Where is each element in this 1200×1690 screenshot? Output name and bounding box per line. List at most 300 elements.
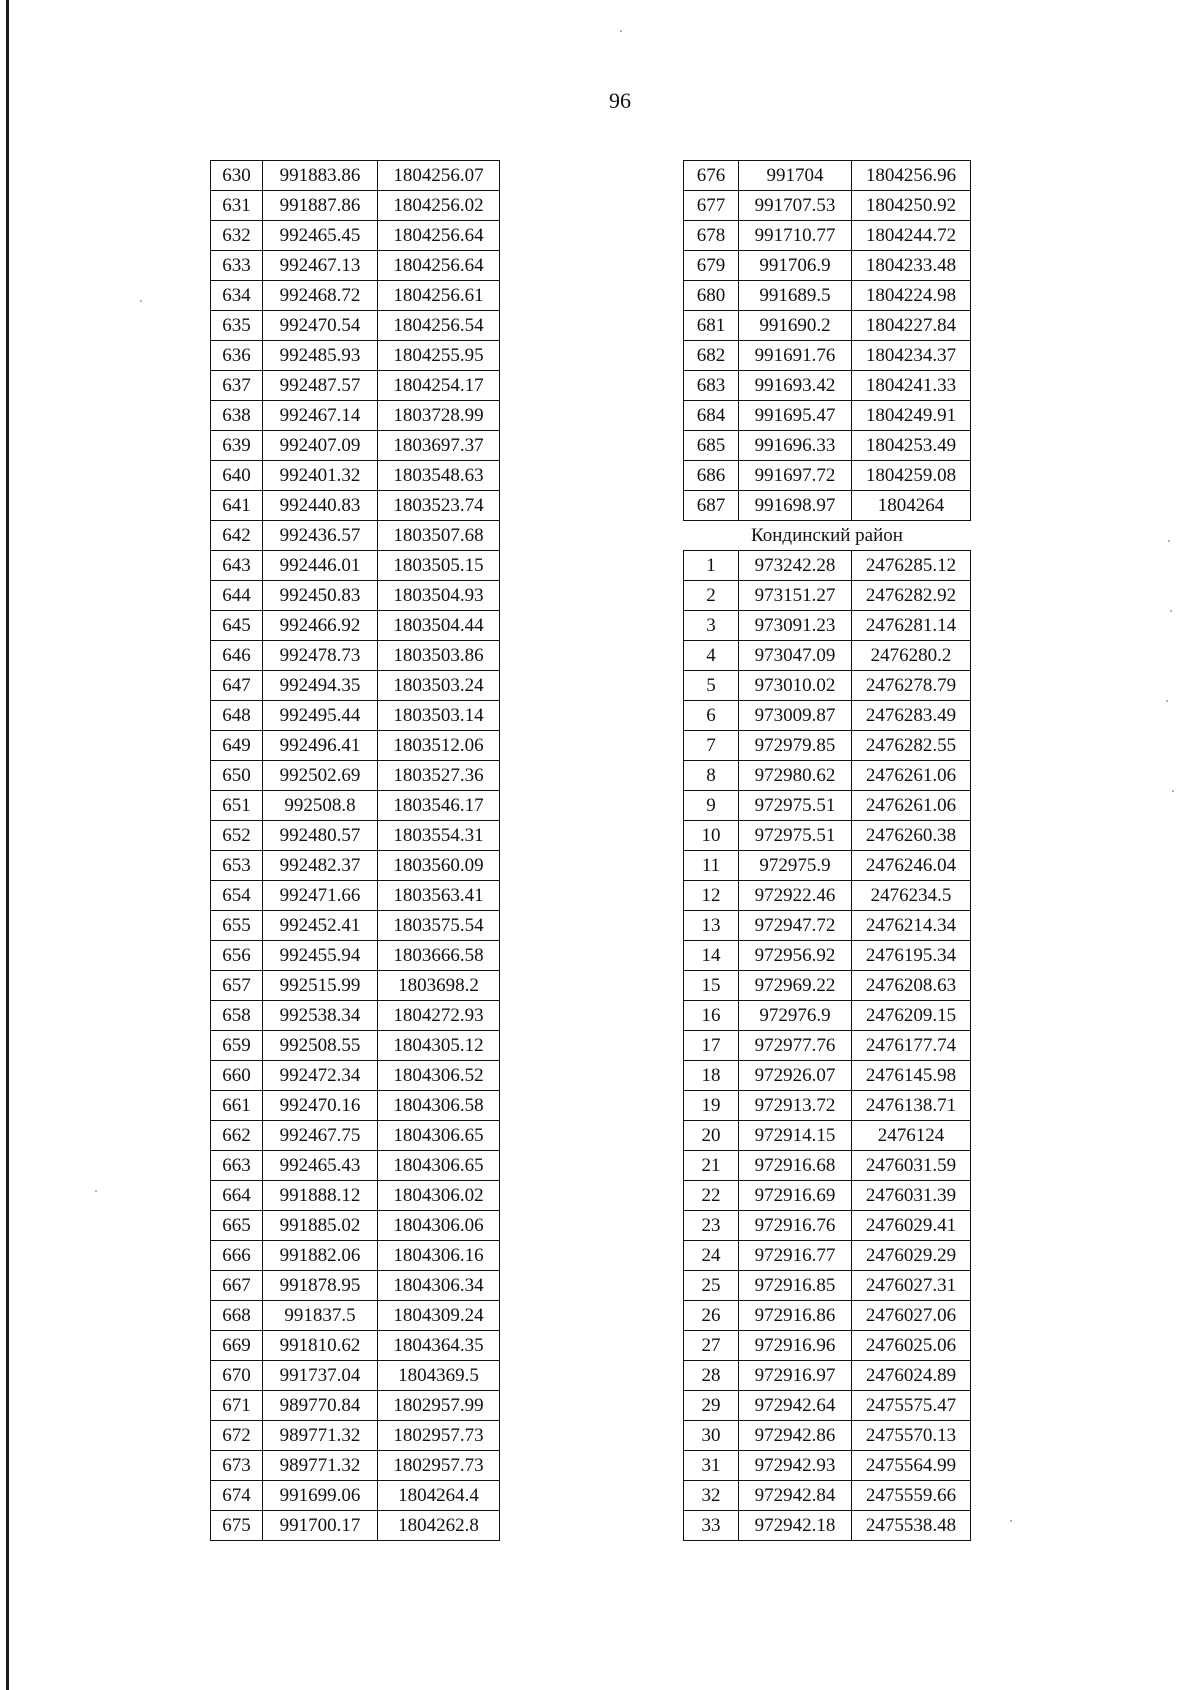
x-coordinate-cell: 972913.72	[739, 1091, 852, 1121]
y-coordinate-cell: 1804364.35	[378, 1331, 500, 1361]
y-coordinate-cell: 2475575.47	[852, 1391, 971, 1421]
y-coordinate-cell: 1804306.02	[378, 1181, 500, 1211]
point-number-cell: 659	[211, 1031, 263, 1061]
y-coordinate-cell: 1804224.98	[852, 281, 971, 311]
point-number-cell: 645	[211, 611, 263, 641]
x-coordinate-cell: 972916.85	[739, 1271, 852, 1301]
y-coordinate-cell: 2476029.29	[852, 1241, 971, 1271]
y-coordinate-cell: 1803548.63	[378, 461, 500, 491]
y-coordinate-cell: 2476031.59	[852, 1151, 971, 1181]
point-number-cell: 669	[211, 1331, 263, 1361]
table-row	[684, 731, 971, 761]
y-coordinate-cell: 2476214.34	[852, 911, 971, 941]
y-coordinate-cell: 1804250.92	[852, 191, 971, 221]
table-row	[211, 881, 500, 911]
point-number-cell: 671	[211, 1391, 263, 1421]
x-coordinate-cell: 972922.46	[739, 881, 852, 911]
table-row	[684, 1031, 971, 1061]
x-coordinate-cell: 972916.97	[739, 1361, 852, 1391]
y-coordinate-cell: 2476025.06	[852, 1331, 971, 1361]
table-row	[211, 1181, 500, 1211]
x-coordinate-cell: 991706.9	[739, 251, 852, 281]
y-coordinate-cell: 1804306.34	[378, 1271, 500, 1301]
y-coordinate-cell: 1802957.73	[378, 1451, 500, 1481]
coordinates-table-left-body	[211, 161, 500, 1541]
y-coordinate-cell: 1803575.54	[378, 911, 500, 941]
x-coordinate-cell: 973242.28	[739, 551, 852, 581]
y-coordinate-cell: 1803666.58	[378, 941, 500, 971]
table-row	[684, 641, 971, 671]
point-number-cell: 652	[211, 821, 263, 851]
y-coordinate-cell: 2476261.06	[852, 791, 971, 821]
y-coordinate-cell: 1804234.37	[852, 341, 971, 371]
x-coordinate-cell: 992465.43	[263, 1151, 378, 1181]
table-row	[684, 791, 971, 821]
x-coordinate-cell: 991885.02	[263, 1211, 378, 1241]
point-number-cell: 10	[684, 821, 739, 851]
y-coordinate-cell: 1804227.84	[852, 311, 971, 341]
point-number-cell: 647	[211, 671, 263, 701]
point-number-cell: 662	[211, 1121, 263, 1151]
table-row	[211, 641, 500, 671]
x-coordinate-cell: 973009.87	[739, 701, 852, 731]
y-coordinate-cell: 1804256.54	[378, 311, 500, 341]
table-row	[211, 1301, 500, 1331]
x-coordinate-cell: 991888.12	[263, 1181, 378, 1211]
table-row	[211, 671, 500, 701]
coordinates-table-left	[210, 160, 500, 1541]
x-coordinate-cell: 991837.5	[263, 1301, 378, 1331]
table-row	[211, 911, 500, 941]
table-row	[211, 1421, 500, 1451]
point-number-cell: 33	[684, 1511, 739, 1541]
y-coordinate-cell: 1804256.64	[378, 251, 500, 281]
y-coordinate-cell: 1804249.91	[852, 401, 971, 431]
table-row	[211, 731, 500, 761]
point-number-cell: 667	[211, 1271, 263, 1301]
x-coordinate-cell: 991697.72	[739, 461, 852, 491]
x-coordinate-cell: 991810.62	[263, 1331, 378, 1361]
point-number-cell: 678	[684, 221, 739, 251]
table-row	[684, 1481, 971, 1511]
y-coordinate-cell: 1804306.16	[378, 1241, 500, 1271]
x-coordinate-cell: 972977.76	[739, 1031, 852, 1061]
point-number-cell: 18	[684, 1061, 739, 1091]
table-row	[211, 1481, 500, 1511]
table-row	[684, 581, 971, 611]
table-row	[211, 341, 500, 371]
x-coordinate-cell: 991704	[739, 161, 852, 191]
point-number-cell: 32	[684, 1481, 739, 1511]
point-number-cell: 631	[211, 191, 263, 221]
table-row	[211, 551, 500, 581]
y-coordinate-cell: 1804306.65	[378, 1151, 500, 1181]
x-coordinate-cell: 992508.55	[263, 1031, 378, 1061]
point-number-cell: 633	[211, 251, 263, 281]
table-row	[684, 1361, 971, 1391]
table-row	[684, 401, 971, 431]
point-number-cell: 682	[684, 341, 739, 371]
x-coordinate-cell: 991696.33	[739, 431, 852, 461]
point-number-cell: 665	[211, 1211, 263, 1241]
table-row	[211, 1121, 500, 1151]
scan-edge-line	[6, 0, 9, 1690]
x-coordinate-cell: 991710.77	[739, 221, 852, 251]
x-coordinate-cell: 991693.42	[739, 371, 852, 401]
x-coordinate-cell: 973151.27	[739, 581, 852, 611]
x-coordinate-cell: 991689.5	[739, 281, 852, 311]
y-coordinate-cell: 2476138.71	[852, 1091, 971, 1121]
x-coordinate-cell: 992467.13	[263, 251, 378, 281]
y-coordinate-cell: 1803504.93	[378, 581, 500, 611]
point-number-cell: 20	[684, 1121, 739, 1151]
x-coordinate-cell: 992407.09	[263, 431, 378, 461]
x-coordinate-cell: 992470.16	[263, 1091, 378, 1121]
point-number-cell: 24	[684, 1241, 739, 1271]
x-coordinate-cell: 991691.76	[739, 341, 852, 371]
y-coordinate-cell: 2475564.99	[852, 1451, 971, 1481]
table-row	[684, 281, 971, 311]
point-number-cell: 687	[684, 491, 739, 521]
y-coordinate-cell: 2476024.89	[852, 1361, 971, 1391]
y-coordinate-cell: 2476281.14	[852, 611, 971, 641]
table-row	[211, 311, 500, 341]
y-coordinate-cell: 1803507.68	[378, 521, 500, 551]
y-coordinate-cell: 2475538.48	[852, 1511, 971, 1541]
table-row	[684, 1151, 971, 1181]
table-row	[211, 851, 500, 881]
table-row	[684, 1271, 971, 1301]
table-row	[211, 461, 500, 491]
x-coordinate-cell: 992538.34	[263, 1001, 378, 1031]
point-number-cell: 9	[684, 791, 739, 821]
x-coordinate-cell: 972916.77	[739, 1241, 852, 1271]
x-coordinate-cell: 992455.94	[263, 941, 378, 971]
y-coordinate-cell: 1804256.61	[378, 281, 500, 311]
y-coordinate-cell: 1804306.52	[378, 1061, 500, 1091]
point-number-cell: 630	[211, 161, 263, 191]
point-number-cell: 681	[684, 311, 739, 341]
point-number-cell: 16	[684, 1001, 739, 1031]
x-coordinate-cell: 972975.51	[739, 821, 852, 851]
x-coordinate-cell: 991882.06	[263, 1241, 378, 1271]
point-number-cell: 639	[211, 431, 263, 461]
y-coordinate-cell: 1804264.4	[378, 1481, 500, 1511]
y-coordinate-cell: 2476282.92	[852, 581, 971, 611]
table-row	[684, 1211, 971, 1241]
point-number-cell: 643	[211, 551, 263, 581]
point-number-cell: 664	[211, 1181, 263, 1211]
table-row	[211, 1061, 500, 1091]
y-coordinate-cell: 1802957.99	[378, 1391, 500, 1421]
x-coordinate-cell: 972976.9	[739, 1001, 852, 1031]
point-number-cell: 676	[684, 161, 739, 191]
table-row	[211, 431, 500, 461]
x-coordinate-cell: 992446.01	[263, 551, 378, 581]
table-row	[684, 1181, 971, 1211]
point-number-cell: 651	[211, 791, 263, 821]
x-coordinate-cell: 991737.04	[263, 1361, 378, 1391]
x-coordinate-cell: 992487.57	[263, 371, 378, 401]
point-number-cell: 29	[684, 1391, 739, 1421]
x-coordinate-cell: 992495.44	[263, 701, 378, 731]
point-number-cell: 673	[211, 1451, 263, 1481]
table-row	[684, 881, 971, 911]
table-row	[684, 701, 971, 731]
x-coordinate-cell: 992467.14	[263, 401, 378, 431]
table-row	[211, 1241, 500, 1271]
table-row	[211, 401, 500, 431]
point-number-cell: 654	[211, 881, 263, 911]
point-number-cell: 635	[211, 311, 263, 341]
y-coordinate-cell: 1804241.33	[852, 371, 971, 401]
table-row	[684, 311, 971, 341]
table-row	[211, 1511, 500, 1541]
x-coordinate-cell: 992452.41	[263, 911, 378, 941]
point-number-cell: 31	[684, 1451, 739, 1481]
y-coordinate-cell: 2476195.34	[852, 941, 971, 971]
x-coordinate-cell: 991707.53	[739, 191, 852, 221]
table-row	[211, 581, 500, 611]
x-coordinate-cell: 992482.37	[263, 851, 378, 881]
point-number-cell: 655	[211, 911, 263, 941]
y-coordinate-cell: 1803504.44	[378, 611, 500, 641]
y-coordinate-cell: 1804259.08	[852, 461, 971, 491]
y-coordinate-cell: 1803546.17	[378, 791, 500, 821]
x-coordinate-cell: 992440.83	[263, 491, 378, 521]
y-coordinate-cell: 2475559.66	[852, 1481, 971, 1511]
x-coordinate-cell: 972947.72	[739, 911, 852, 941]
table-row	[211, 971, 500, 1001]
y-coordinate-cell: 1804244.72	[852, 221, 971, 251]
x-coordinate-cell: 972980.62	[739, 761, 852, 791]
point-number-cell: 14	[684, 941, 739, 971]
table-row	[684, 941, 971, 971]
x-coordinate-cell: 972916.86	[739, 1301, 852, 1331]
x-coordinate-cell: 992496.41	[263, 731, 378, 761]
point-number-cell: 636	[211, 341, 263, 371]
x-coordinate-cell: 989771.32	[263, 1421, 378, 1451]
x-coordinate-cell: 991883.86	[263, 161, 378, 191]
table-row	[211, 611, 500, 641]
table-row	[684, 1301, 971, 1331]
x-coordinate-cell: 972942.18	[739, 1511, 852, 1541]
y-coordinate-cell: 2476261.06	[852, 761, 971, 791]
y-coordinate-cell: 1803512.06	[378, 731, 500, 761]
x-coordinate-cell: 992401.32	[263, 461, 378, 491]
y-coordinate-cell: 1804369.5	[378, 1361, 500, 1391]
table-row	[684, 251, 971, 281]
point-number-cell: 648	[211, 701, 263, 731]
table-row	[211, 1151, 500, 1181]
point-number-cell: 670	[211, 1361, 263, 1391]
y-coordinate-cell: 2476124	[852, 1121, 971, 1151]
point-number-cell: 683	[684, 371, 739, 401]
x-coordinate-cell: 991887.86	[263, 191, 378, 221]
table-row	[211, 521, 500, 551]
section-heading: Кондинский район	[684, 521, 971, 551]
x-coordinate-cell: 992436.57	[263, 521, 378, 551]
point-number-cell: 679	[684, 251, 739, 281]
point-number-cell: 1	[684, 551, 739, 581]
point-number-cell: 680	[684, 281, 739, 311]
table-row	[684, 821, 971, 851]
table-row	[684, 851, 971, 881]
point-number-cell: 632	[211, 221, 263, 251]
x-coordinate-cell: 973010.02	[739, 671, 852, 701]
point-number-cell: 21	[684, 1151, 739, 1181]
point-number-cell: 19	[684, 1091, 739, 1121]
table-row	[684, 1001, 971, 1031]
table-row	[684, 461, 971, 491]
x-coordinate-cell: 991690.2	[739, 311, 852, 341]
point-number-cell: 25	[684, 1271, 739, 1301]
y-coordinate-cell: 1804306.06	[378, 1211, 500, 1241]
point-number-cell: 28	[684, 1361, 739, 1391]
point-number-cell: 684	[684, 401, 739, 431]
table-row	[684, 761, 971, 791]
y-coordinate-cell: 2476246.04	[852, 851, 971, 881]
point-number-cell: 656	[211, 941, 263, 971]
x-coordinate-cell: 992508.8	[263, 791, 378, 821]
table-row	[684, 341, 971, 371]
point-number-cell: 637	[211, 371, 263, 401]
x-coordinate-cell: 992466.92	[263, 611, 378, 641]
x-coordinate-cell: 992472.34	[263, 1061, 378, 1091]
x-coordinate-cell: 972926.07	[739, 1061, 852, 1091]
y-coordinate-cell: 1803503.86	[378, 641, 500, 671]
point-number-cell: 8	[684, 761, 739, 791]
point-number-cell: 644	[211, 581, 263, 611]
x-coordinate-cell: 972956.92	[739, 941, 852, 971]
point-number-cell: 674	[211, 1481, 263, 1511]
x-coordinate-cell: 989771.32	[263, 1451, 378, 1481]
table-row	[684, 1241, 971, 1271]
y-coordinate-cell: 2476282.55	[852, 731, 971, 761]
y-coordinate-cell: 2475570.13	[852, 1421, 971, 1451]
x-coordinate-cell: 972916.69	[739, 1181, 852, 1211]
y-coordinate-cell: 1804256.07	[378, 161, 500, 191]
table-row	[211, 761, 500, 791]
table-row	[684, 221, 971, 251]
table-row	[684, 971, 971, 1001]
table-row	[684, 1091, 971, 1121]
table-row	[684, 491, 971, 521]
point-number-cell: 658	[211, 1001, 263, 1031]
x-coordinate-cell: 972942.64	[739, 1391, 852, 1421]
point-number-cell: 17	[684, 1031, 739, 1061]
y-coordinate-cell: 1803697.37	[378, 431, 500, 461]
x-coordinate-cell: 972942.86	[739, 1421, 852, 1451]
table-row	[684, 671, 971, 701]
table-row	[684, 1331, 971, 1361]
y-coordinate-cell: 2476029.41	[852, 1211, 971, 1241]
x-coordinate-cell: 992478.73	[263, 641, 378, 671]
table-row	[211, 791, 500, 821]
y-coordinate-cell: 1804306.65	[378, 1121, 500, 1151]
y-coordinate-cell: 1804309.24	[378, 1301, 500, 1331]
y-coordinate-cell: 1804262.8	[378, 1511, 500, 1541]
point-number-cell: 7	[684, 731, 739, 761]
y-coordinate-cell: 1804256.96	[852, 161, 971, 191]
table-row	[684, 1061, 971, 1091]
x-coordinate-cell: 991695.47	[739, 401, 852, 431]
y-coordinate-cell: 2476209.15	[852, 1001, 971, 1031]
point-number-cell: 30	[684, 1421, 739, 1451]
table-row	[684, 911, 971, 941]
y-coordinate-cell: 2476208.63	[852, 971, 971, 1001]
point-number-cell: 660	[211, 1061, 263, 1091]
x-coordinate-cell: 972916.76	[739, 1211, 852, 1241]
x-coordinate-cell: 991698.97	[739, 491, 852, 521]
table-row	[211, 221, 500, 251]
x-coordinate-cell: 972975.9	[739, 851, 852, 881]
y-coordinate-cell: 2476027.06	[852, 1301, 971, 1331]
table-row	[684, 191, 971, 221]
y-coordinate-cell: 1804264	[852, 491, 971, 521]
y-coordinate-cell: 1803503.14	[378, 701, 500, 731]
point-number-cell: 12	[684, 881, 739, 911]
y-coordinate-cell: 2476280.2	[852, 641, 971, 671]
table-row	[211, 491, 500, 521]
y-coordinate-cell: 2476145.98	[852, 1061, 971, 1091]
point-number-cell: 6	[684, 701, 739, 731]
x-coordinate-cell: 972916.96	[739, 1331, 852, 1361]
coordinates-table-right-body	[684, 161, 971, 1541]
x-coordinate-cell: 992465.45	[263, 221, 378, 251]
table-row	[211, 821, 500, 851]
y-coordinate-cell: 2476027.31	[852, 1271, 971, 1301]
y-coordinate-cell: 1803523.74	[378, 491, 500, 521]
table-row	[684, 1391, 971, 1421]
table-row	[684, 1511, 971, 1541]
table-row	[211, 251, 500, 281]
table-row	[684, 371, 971, 401]
x-coordinate-cell: 972969.22	[739, 971, 852, 1001]
point-number-cell: 649	[211, 731, 263, 761]
point-number-cell: 11	[684, 851, 739, 881]
x-coordinate-cell: 973047.09	[739, 641, 852, 671]
point-number-cell: 640	[211, 461, 263, 491]
y-coordinate-cell: 2476285.12	[852, 551, 971, 581]
point-number-cell: 27	[684, 1331, 739, 1361]
x-coordinate-cell: 992515.99	[263, 971, 378, 1001]
y-coordinate-cell: 1804254.17	[378, 371, 500, 401]
point-number-cell: 666	[211, 1241, 263, 1271]
x-coordinate-cell: 972914.15	[739, 1121, 852, 1151]
y-coordinate-cell: 2476278.79	[852, 671, 971, 701]
point-number-cell: 650	[211, 761, 263, 791]
x-coordinate-cell: 992480.57	[263, 821, 378, 851]
table-row	[684, 1451, 971, 1481]
y-coordinate-cell: 1803503.24	[378, 671, 500, 701]
point-number-cell: 675	[211, 1511, 263, 1541]
y-coordinate-cell: 1803505.15	[378, 551, 500, 581]
point-number-cell: 663	[211, 1151, 263, 1181]
x-coordinate-cell: 973091.23	[739, 611, 852, 641]
table-row	[211, 701, 500, 731]
table-row	[211, 1391, 500, 1421]
y-coordinate-cell: 1803527.36	[378, 761, 500, 791]
table-row	[211, 281, 500, 311]
x-coordinate-cell: 972979.85	[739, 731, 852, 761]
point-number-cell: 5	[684, 671, 739, 701]
x-coordinate-cell: 992494.35	[263, 671, 378, 701]
x-coordinate-cell: 991700.17	[263, 1511, 378, 1541]
table-row	[684, 1421, 971, 1451]
table-row	[684, 1121, 971, 1151]
point-number-cell: 653	[211, 851, 263, 881]
